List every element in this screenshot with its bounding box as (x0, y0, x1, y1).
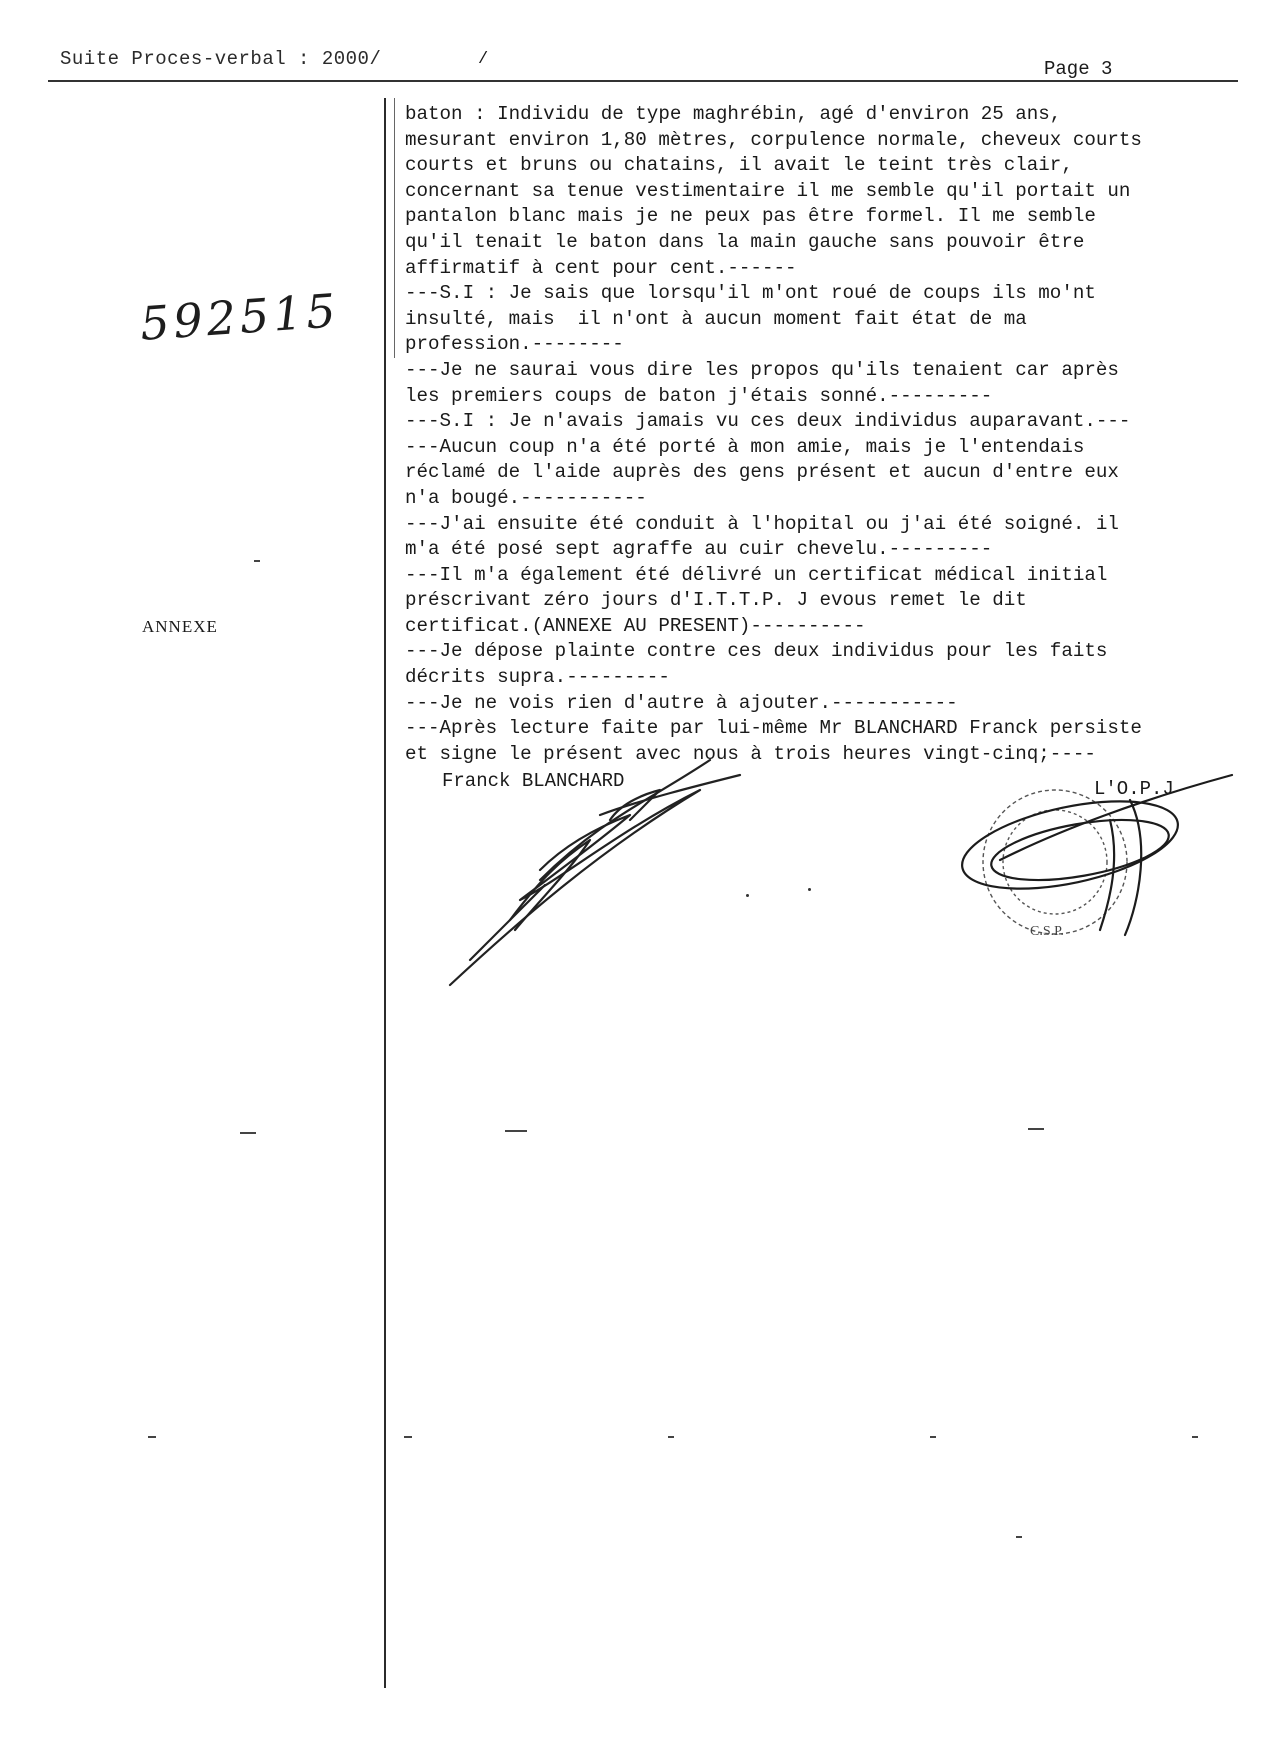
statement-line: certificat.(ANNEXE AU PRESENT)---------- (405, 614, 866, 637)
speck (404, 1436, 412, 1438)
statement-line: qu'il tenait le baton dans la main gauche sans pouvoir être (405, 230, 1085, 253)
officer-signature (955, 775, 1232, 935)
handwritten-reference-number: 592515 (138, 283, 342, 351)
statement-line: profession.-------- (405, 333, 624, 356)
statement-line: ---J'ai ensuite été conduit à l'hopital ou j'ai été soigné. il (405, 512, 1119, 535)
speck (254, 560, 260, 562)
statement-line: préscrivant zéro jours d'I.T.T.P. J evous remet le dit (405, 589, 1027, 612)
statement-line: ---Aucun coup n'a été porté à mon amie, mais je l'entendais (405, 435, 1085, 458)
speck (746, 894, 749, 897)
official-stamp (983, 790, 1127, 939)
statement-line: affirmatif à cent pour cent.------ (405, 256, 797, 279)
annexe-label: ANNEXE (142, 617, 218, 636)
statement-line: ---Je ne saurai vous dire les propos qu'ils tenaient car après (405, 358, 1119, 381)
speck (930, 1436, 936, 1438)
page-number: Page 3 (1044, 58, 1113, 80)
statement-line: ---Après lecture faite par lui-même Mr BLANCHARD Franck persiste (405, 717, 1142, 740)
statement-line: m'a été posé sept agraffe au cuir chevelu.--------- (405, 538, 993, 561)
header-slash: / (478, 50, 489, 69)
speck (1192, 1436, 1198, 1438)
speck (1016, 1536, 1022, 1538)
complainant-signature (450, 760, 740, 985)
statement-line: ---Il m'a également été délivré un certificat médical initial (405, 563, 1108, 586)
speck (505, 1130, 527, 1132)
officer-label: L'O.P.J (1094, 778, 1174, 800)
statement-line: les premiers coups de baton j'étais sonné.--------- (405, 384, 993, 407)
speck (240, 1132, 256, 1134)
speck (1028, 1128, 1044, 1130)
speck (148, 1436, 156, 1438)
statement-line: ---Je ne vois rien d'autre à ajouter.----------- (405, 691, 958, 714)
stamp-lettering: C.S.P. (1030, 924, 1064, 939)
statement-line: ---S.I : Je n'avais jamais vu ces deux individus auparavant.--- (405, 410, 1131, 433)
statement-line: réclamé de l'aide auprès des gens présent et aucun d'entre eux (405, 461, 1119, 484)
statement-line: ---Je dépose plainte contre ces deux individus pour les faits (405, 640, 1108, 663)
statement-line: concernant sa tenue vestimentaire il me semble qu'il portait un (405, 179, 1131, 202)
header-title: Suite Proces-verbal : 2000/ (60, 48, 382, 70)
signatory-name: Franck BLANCHARD (442, 770, 625, 792)
statement-line: et signe le présent avec nous à trois heures vingt-cinq;---- (405, 742, 1096, 765)
speck (808, 888, 811, 891)
statement-line: pantalon blanc mais je ne peux pas être formel. Il me semble (405, 205, 1096, 228)
statement-line: baton : Individu de type maghrébin, agé d'environ 25 ans, (405, 103, 1062, 125)
statement-line: insulté, mais il n'ont à aucun moment fait état de ma (405, 307, 1027, 330)
statement-line: mesurant environ 1,80 mètres, corpulence normale, cheveux courts (405, 128, 1142, 151)
statement-line: n'a bougé.----------- (405, 486, 647, 509)
statement-line: décrits supra.--------- (405, 666, 670, 689)
statement-line: courts et bruns ou chatains, il avait le teint très clair, (405, 154, 1073, 177)
speck (668, 1436, 674, 1438)
statement-line: ---S.I : Je sais que lorsqu'il m'ont roué de coups ils mo'nt (405, 282, 1096, 305)
